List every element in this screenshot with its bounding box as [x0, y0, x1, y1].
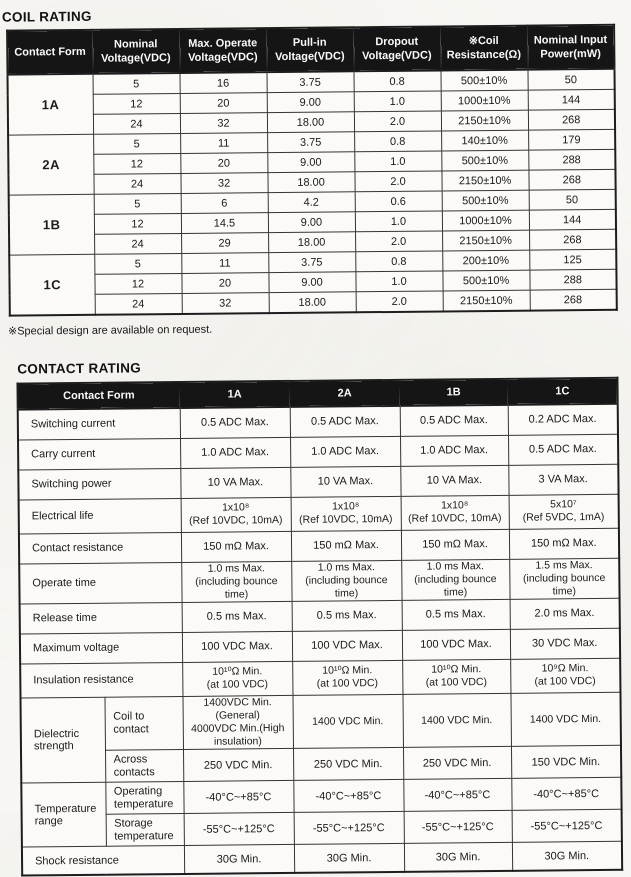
- contact-value-cell: 1400 VDC Min.: [292, 694, 403, 749]
- coil-value-cell: 1.0: [354, 91, 441, 112]
- contact-value-cell: 1.0 ms Max. (including bounce time): [181, 561, 291, 602]
- coil-value-cell: 18.00: [268, 232, 355, 253]
- coil-value-cell: 12: [93, 93, 180, 114]
- contact-value-cell: 1x10⁸ (Ref 10VDC, 10mA): [181, 497, 291, 532]
- coil-header-dropout-voltage: Dropout Voltage(VDC): [353, 26, 440, 71]
- coil-value-cell: 268: [528, 109, 615, 130]
- contact-row-label: Contact resistance: [19, 532, 181, 564]
- contact-value-cell: 1.0 ms Max. (including bounce time): [291, 560, 401, 601]
- contact-rating-table: [16, 377, 623, 877]
- coil-value-cell: 3.75: [266, 71, 353, 92]
- contact-value-cell: 10¹⁰Ω Min. (at 100 VDC): [292, 660, 402, 695]
- coil-value-cell: 12: [94, 273, 181, 294]
- coil-value-cell: 3.75: [267, 132, 354, 153]
- coil-value-cell: 0.6: [355, 191, 442, 212]
- coil-value-cell: 2.0: [356, 291, 443, 312]
- contact-row-label-temperature-range: Temperature range: [21, 783, 106, 848]
- coil-value-cell: 1000±10%: [442, 210, 529, 231]
- contact-value-cell: 10⁹Ω Min. (at 100 VDC): [510, 658, 620, 693]
- contact-value-cell: 5x10⁷ (Ref 5VDC, 1mA): [509, 494, 619, 529]
- coil-value-cell: 144: [528, 89, 615, 110]
- contact-value-cell: 1.0 ADC Max.: [400, 435, 508, 466]
- coil-value-cell: 12: [94, 213, 181, 234]
- coil-value-cell: 500±10%: [442, 270, 529, 291]
- contact-value-cell: 2.0 ms Max.: [510, 598, 620, 629]
- contact-value-cell: 0.2 ADC Max.: [508, 404, 618, 435]
- contact-row-label-dielectric-strength: Dielectric strength: [20, 697, 105, 783]
- contact-row-label: Electrical life: [19, 498, 181, 534]
- coil-value-cell: 2150±10%: [441, 110, 528, 131]
- coil-value-cell: 179: [528, 129, 615, 150]
- coil-value-cell: 18.00: [269, 292, 356, 313]
- coil-value-cell: 268: [530, 289, 617, 310]
- coil-value-cell: 0.8: [353, 70, 440, 91]
- coil-value-cell: 32: [180, 173, 267, 194]
- contact-value-cell: 10¹⁰Ω Min. (at 100 VDC): [182, 661, 292, 696]
- coil-value-cell: 1.0: [355, 211, 442, 232]
- contact-value-cell: 10 VA Max.: [290, 466, 400, 497]
- contact-header-2a: 2A: [289, 380, 399, 407]
- contact-row-label: Switching current: [18, 408, 180, 440]
- contact-value-cell: 250 VDC Min.: [293, 748, 403, 781]
- coil-header-nominal-input-power: Nominal Input Power(mW): [527, 25, 614, 70]
- contact-value-cell: -40°C~+85°C: [403, 779, 511, 812]
- coil-value-cell: 6: [181, 193, 268, 214]
- contact-value-cell: -40°C~+85°C: [183, 781, 293, 814]
- contact-value-cell: -55°C~+125°C: [184, 813, 294, 846]
- contact-sub-label: Across contacts: [105, 750, 183, 783]
- contact-value-cell: -55°C~+125°C: [294, 812, 404, 845]
- coil-form-cell-1b: 1B: [9, 194, 95, 255]
- coil-value-cell: 3.75: [268, 252, 355, 273]
- table-row-electrical-life: [19, 494, 619, 534]
- coil-value-cell: 1000±10%: [441, 90, 528, 111]
- coil-value-cell: 29: [181, 233, 268, 254]
- contact-value-cell: 100 VDC Max.: [292, 630, 402, 661]
- contact-row-label: Shock resistance: [22, 846, 184, 876]
- contact-value-cell: -55°C~+125°C: [404, 811, 512, 844]
- coil-header-nominal-voltage: Nominal Voltage(VDC): [92, 29, 179, 74]
- coil-value-cell: 200±10%: [442, 250, 529, 271]
- coil-header-max-operate-voltage: Max. Operate Voltage(VDC): [179, 28, 266, 73]
- contact-row-label: Release time: [20, 602, 182, 634]
- table-row-insulation-resistance: [20, 658, 620, 698]
- contact-value-cell: 250 VDC Min.: [183, 749, 293, 782]
- contact-value-cell: 10 VA Max.: [180, 467, 290, 498]
- coil-header-coil-resistance: ※Coil Resistance(Ω): [440, 26, 527, 71]
- table-row-shock-resistance: [22, 842, 622, 876]
- coil-value-cell: 4.2: [268, 192, 355, 213]
- coil-value-cell: 144: [529, 209, 616, 230]
- contact-value-cell: -40°C~+85°C: [511, 778, 621, 811]
- coil-value-cell: 14.5: [181, 213, 268, 234]
- contact-sub-label: Storage temperature: [106, 814, 184, 847]
- coil-value-cell: 9.00: [267, 92, 354, 113]
- contact-value-cell: 30G Min.: [294, 844, 404, 873]
- contact-header-1b: 1B: [399, 379, 507, 406]
- coil-value-cell: 32: [180, 113, 267, 134]
- contact-value-cell: 30G Min.: [512, 842, 622, 871]
- contact-row-label: Insulation resistance: [20, 662, 182, 698]
- contact-value-cell: 1x10⁸ (Ref 10VDC, 10mA): [291, 496, 401, 531]
- contact-value-cell: 30G Min.: [184, 845, 294, 874]
- coil-header-row: [7, 25, 614, 75]
- contact-value-cell: 10 VA Max.: [400, 465, 508, 496]
- coil-value-cell: 5: [94, 253, 181, 274]
- coil-value-cell: 1.0: [354, 151, 441, 172]
- coil-value-cell: 0.8: [354, 131, 441, 152]
- contact-row-label: Operate time: [19, 562, 181, 604]
- coil-value-cell: 2150±10%: [441, 170, 528, 191]
- contact-value-cell: -55°C~+125°C: [512, 810, 622, 843]
- table-row-operate-time: [19, 558, 619, 604]
- coil-value-cell: 12: [93, 153, 180, 174]
- contact-value-cell: 3 VA Max.: [508, 464, 618, 495]
- coil-value-cell: 500±10%: [440, 70, 527, 91]
- coil-value-cell: 32: [182, 293, 269, 314]
- contact-value-cell: 0.5 ADC Max.: [290, 406, 400, 437]
- coil-value-cell: 2.0: [354, 171, 441, 192]
- coil-value-cell: 18.00: [267, 172, 354, 193]
- coil-value-cell: 24: [94, 233, 181, 254]
- contact-value-cell: 150 mΩ Max.: [291, 530, 401, 561]
- coil-rating-title: COIL RATING: [1, 8, 92, 25]
- contact-sub-label: Operating temperature: [105, 782, 183, 815]
- coil-value-cell: 5: [93, 73, 180, 94]
- coil-value-cell: 24: [93, 173, 180, 194]
- coil-value-cell: 18.00: [267, 112, 354, 133]
- coil-value-cell: 11: [181, 253, 268, 274]
- coil-value-cell: 5: [94, 193, 181, 214]
- contact-value-cell: 1400VDC Min.(General) 4000VDC Min.(High insulation): [182, 695, 293, 750]
- table-row-dielectric-coil-to-contact: [20, 692, 620, 751]
- contact-value-cell: 1.0 ADC Max.: [180, 437, 290, 468]
- contact-value-cell: 0.5 ADC Max.: [400, 405, 508, 436]
- contact-value-cell: 0.5 ms Max.: [402, 599, 510, 630]
- contact-value-cell: 1400 VDC Min.: [510, 692, 621, 747]
- coil-value-cell: 20: [180, 153, 267, 174]
- coil-value-cell: 2150±10%: [443, 290, 530, 311]
- contact-rating-title: CONTACT RATING: [17, 360, 142, 377]
- coil-value-cell: 1.0: [355, 271, 442, 292]
- contact-value-cell: 150 VDC Min.: [511, 746, 621, 779]
- coil-value-cell: 20: [180, 93, 267, 114]
- contact-value-cell: 0.5 ADC Max.: [508, 434, 618, 465]
- contact-value-cell: 150 mΩ Max.: [509, 528, 619, 559]
- coil-value-cell: 50: [527, 69, 614, 90]
- contact-header-contact-form: Contact Form: [17, 382, 179, 410]
- coil-value-cell: 2.0: [355, 231, 442, 252]
- contact-row-label: Switching power: [18, 468, 180, 500]
- coil-value-cell: 9.00: [268, 272, 355, 293]
- contact-value-cell: 30G Min.: [404, 843, 512, 872]
- coil-value-cell: 24: [95, 293, 182, 314]
- contact-value-cell: 100 VDC Max.: [182, 631, 292, 662]
- contact-value-cell: 1.0 ms Max. (including bounce time): [401, 559, 509, 600]
- contact-value-cell: 1.5 ms Max. (including bounce time): [509, 558, 619, 599]
- contact-row-label: Carry current: [18, 438, 180, 470]
- contact-value-cell: 250 VDC Min.: [403, 747, 511, 780]
- special-design-note: ※Special design are available on request.: [7, 323, 213, 338]
- coil-value-cell: 16: [180, 72, 267, 93]
- contact-value-cell: 30 VDC Max.: [510, 628, 620, 659]
- coil-value-cell: 500±10%: [442, 190, 529, 211]
- coil-value-cell: 50: [529, 189, 616, 210]
- contact-value-cell: 0.5 ms Max.: [182, 601, 292, 632]
- coil-value-cell: 24: [93, 113, 180, 134]
- contact-value-cell: 150 mΩ Max.: [401, 529, 509, 560]
- coil-value-cell: 0.8: [355, 251, 442, 272]
- coil-form-cell-2a: 2A: [8, 134, 94, 195]
- contact-header-1a: 1A: [179, 381, 289, 408]
- coil-rating-table: [6, 24, 618, 317]
- contact-value-cell: 1x10⁸ (Ref 10VDC, 10mA): [401, 495, 509, 530]
- contact-value-cell: 1.0 ADC Max.: [290, 436, 400, 467]
- contact-row-label: Maximum voltage: [20, 632, 182, 664]
- contact-value-cell: 0.5 ADC Max.: [180, 407, 290, 438]
- coil-header-pull-in-voltage: Pull-in Voltage(VDC): [266, 27, 353, 72]
- coil-value-cell: 9.00: [268, 212, 355, 233]
- coil-value-cell: 268: [528, 169, 615, 190]
- coil-value-cell: 2150±10%: [442, 230, 529, 251]
- contact-value-cell: 0.5 ms Max.: [292, 600, 402, 631]
- coil-value-cell: 140±10%: [441, 130, 528, 151]
- coil-value-cell: 20: [181, 273, 268, 294]
- contact-value-cell: 10¹⁰Ω Min. (at 100 VDC): [402, 659, 510, 694]
- coil-value-cell: 500±10%: [441, 150, 528, 171]
- contact-value-cell: -40°C~+85°C: [293, 780, 403, 813]
- coil-form-cell-1c: 1C: [9, 254, 95, 315]
- contact-header-1c: 1C: [507, 378, 617, 405]
- contact-value-cell: 100 VDC Max.: [402, 629, 510, 660]
- contact-value-cell: 1400 VDC Min.: [402, 693, 511, 748]
- coil-value-cell: 5: [93, 133, 180, 154]
- coil-form-cell-1a: 1A: [8, 74, 94, 135]
- contact-value-cell: 150 mΩ Max.: [181, 531, 291, 562]
- coil-value-cell: 2.0: [354, 111, 441, 132]
- coil-value-cell: 125: [529, 249, 616, 270]
- coil-value-cell: 11: [180, 133, 267, 154]
- contact-sub-label: Coil to contact: [104, 696, 183, 750]
- coil-value-cell: 288: [529, 269, 616, 290]
- coil-value-cell: 9.00: [267, 152, 354, 173]
- coil-value-cell: 268: [529, 229, 616, 250]
- coil-value-cell: 288: [528, 149, 615, 170]
- coil-header-contact-form: Contact Form: [7, 30, 92, 75]
